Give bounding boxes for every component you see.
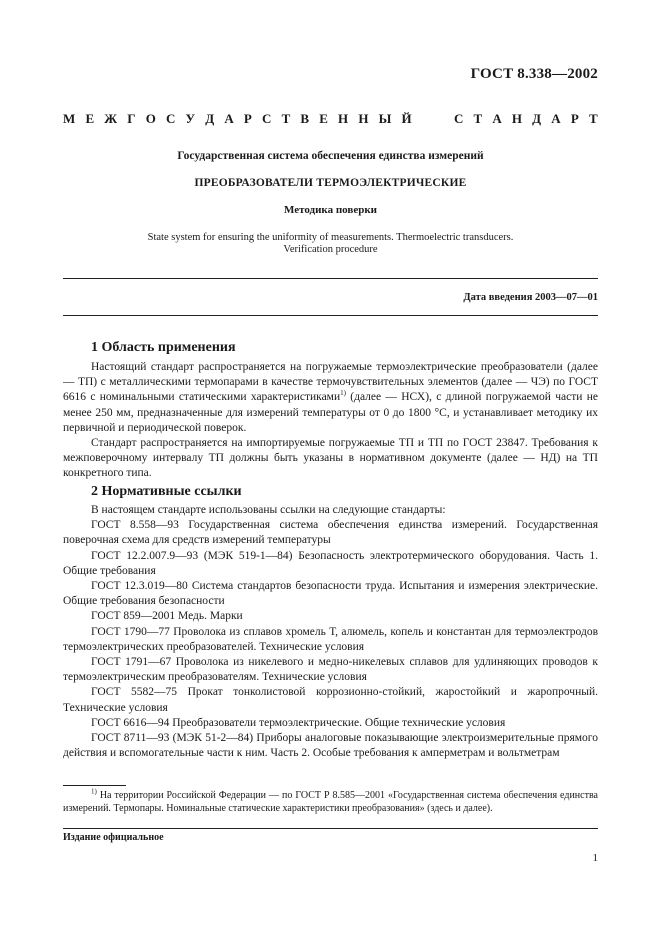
section-1-paragraph: Стандарт распространяется на импортируемые погружаемые ТП и ТП по ГОСТ 23847. Требования к межповерочному интервалу ТП должны быть указаны в нормативном документе (далее — НД) на ТП конкретного типа. (63, 437, 598, 480)
footnote-divider (63, 785, 126, 786)
reference-item: ГОСТ 12.2.007.9—93 (МЭК 519-1—84) Безопасность электротермического оборудования. Часть 1. Общие требования (63, 549, 598, 577)
heading-letter: А (492, 111, 502, 126)
english-title-line: Verification procedure (283, 244, 378, 255)
system-title: Государственная система обеспечения единства измерений (177, 150, 484, 162)
heading-letter: Ы (378, 111, 392, 126)
document-number: ГОСТ 8.338—2002 (470, 66, 598, 82)
section-2-intro: В настоящем стандарте использованы ссылки на следующие стандарты: (91, 504, 446, 516)
reference-item: ГОСТ 12.3.019—80 Система стандартов безопасности труда. Испытания и измерения электрические. Общие требования безопасности (63, 580, 598, 608)
heading-letter: А (551, 111, 561, 126)
heading-letter: В (300, 111, 310, 126)
standard-type-heading (63, 111, 598, 127)
footnote-reference: 1) (340, 389, 346, 398)
heading-letter: Н (511, 111, 523, 126)
reference-item: ГОСТ 859—2001 Медь. Марки (91, 610, 243, 623)
heading-letter: Й (401, 111, 412, 126)
divider-top (63, 278, 598, 279)
footnote (63, 787, 598, 815)
section-1-heading: 1 Область применения (91, 340, 236, 355)
divider-bottom (63, 315, 598, 316)
main-title: ПРЕОБРАЗОВАТЕЛИ ТЕРМОЭЛЕКТРИЧЕСКИЕ (194, 177, 467, 189)
footnote-text (63, 787, 598, 815)
sub-title: Методика поверки (283, 204, 378, 216)
heading-letter: С (262, 111, 272, 126)
heading-letter: У (185, 111, 196, 126)
footnote-body: На территории Российской Федерации — по ГОСТ Р 8.585—2001 «Государственная система обеспечения единства измерений. Термопары. Номинальные статические характеристики преобразования» (здесь и далее). (63, 790, 598, 814)
heading-letter: Т (473, 111, 483, 126)
english-title-line: State system for ensuring the uniformity of measurements. Thermoelectric transducers. (147, 232, 514, 243)
section-2-heading: 2 Нормативные ссылки (91, 484, 242, 499)
heading-letter: Е (85, 111, 95, 126)
reference-item: ГОСТ 8.558—93 Государственная система обеспечения единства измерений. Государственная поверочная схема для средств измерений температуры (63, 519, 598, 547)
heading-letter: Р (243, 111, 252, 126)
heading-letter: А (224, 111, 234, 126)
paragraph-text: (далее — НСХ), с длиной погружаемой части не менее 250 мм, предназначенные для измерений температуры от 0 до 1800 °С, и устанавливает методику их первичной и периодической поверок. (63, 391, 598, 434)
heading-letter: Н (358, 111, 369, 126)
footnote-mark: 1) (91, 787, 97, 796)
section-1-paragraph (63, 360, 598, 436)
reference-item: ГОСТ 8711—93 (МЭК 51-2—84) Приборы аналоговые показывающие электроизмерительные прямого действия и вспомогательные части к ним. Часть 2. Особые требования к амперметрам и вольтметрам (63, 732, 598, 760)
heading-letter: О (145, 111, 156, 126)
heading-letter: Н (338, 111, 349, 126)
heading-letter: Т (281, 111, 291, 126)
heading-letter: Е (319, 111, 328, 126)
reference-item: ГОСТ 6616—94 Преобразователи термоэлектрические. Общие технические условия (91, 716, 506, 729)
introduction-date: Дата введения 2003—07—01 (463, 292, 598, 303)
heading-letter: Г (127, 111, 136, 126)
edition-divider (63, 828, 598, 829)
heading-letter: Т (588, 111, 598, 126)
edition-label: Издание официальное (63, 832, 164, 843)
heading-letter: М (63, 111, 76, 126)
reference-item: ГОСТ 1791—67 Проволока из никелевого и медно-никелевых сплавов для удлиняющих проводов к термоэлектрическим преобразователям. Технические условия (63, 656, 598, 684)
english-title (63, 232, 598, 256)
section-2-body (63, 503, 598, 761)
heading-letter: Р (570, 111, 579, 126)
heading-letter: С (166, 111, 176, 126)
heading-letter: Ж (104, 111, 118, 126)
paragraph-text: Настоящий стандарт распространяется на погружаемые термоэлектрические преобразователи (далее — ТП) с металлическими термопарами в качестве термочувствительных элементов (далее — ЧЭ) по ГОСТ 6616 с номинальными статическими характеристиками (63, 361, 598, 404)
page-number: 1 (592, 852, 598, 864)
heading-letter: Д (532, 111, 542, 126)
heading-word-gap (422, 111, 444, 127)
heading-letter: С (453, 111, 464, 126)
heading-letter: Д (205, 111, 215, 126)
section-1-body (63, 360, 598, 482)
reference-item: ГОСТ 1790—77 Проволока из сплавов хромель Т, алюмель, копель и константан для термоэлектродов термоэлектрических преобразователей. Технические условия (63, 625, 598, 653)
reference-item: ГОСТ 5582—75 Прокат тонколистовой коррозионно-стойкий, жаростойкий и жаропрочный. Технические условия (63, 686, 598, 714)
